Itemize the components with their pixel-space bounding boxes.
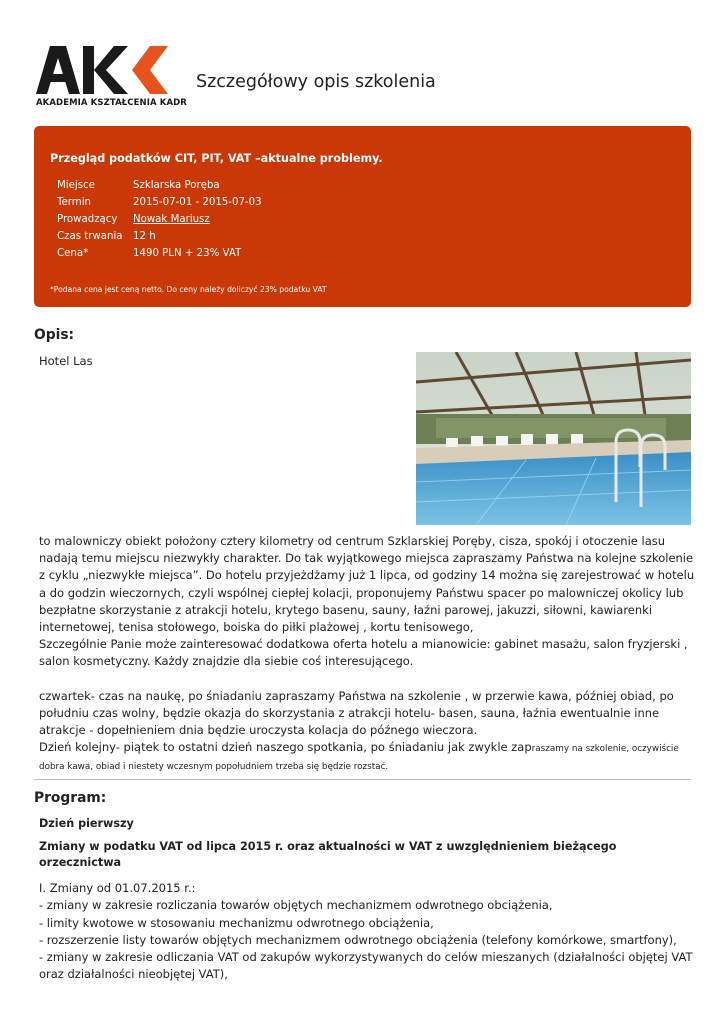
detail-row-miejsce <box>57 180 262 197</box>
description-line: z cyklu „niezwykłe miejsca”. Do hotelu przyjeżdżamy już 1 lipca, od godziny 14 można się zarejestrować w hotelu <box>39 568 695 583</box>
hotel-name: Hotel Las <box>39 354 93 368</box>
program-item: - zmiany w zakresie rozliczania towarów objętych mechanizmem odwrotnego obciążenia, <box>39 898 553 913</box>
detail-row-cena <box>57 248 262 265</box>
detail-value: 12 h <box>133 231 156 242</box>
program-item: - limity kwotowe w stosowaniu mechanizmu odwrotnego obciążenia, <box>39 915 434 930</box>
detail-value <box>133 214 262 231</box>
logo-subtitle: AKADEMIA KSZTAŁCENIA KADR <box>36 98 187 108</box>
description-line: bezpłatne skorzystanie z atrakcji hotelu, krytego basenu, sauny, łaźni parowej, jakuzzi, siłowni, kawiarenki <box>39 602 653 617</box>
description-line-small: raszamy na szkolenie, oczywiście <box>531 744 679 755</box>
description-line: atrakcje - dopełnieniem dnia będzie uroczysta kolacja do późnego wieczora. <box>39 723 478 738</box>
program-item: I. Zmiany od 01.07.2015 r.: <box>39 881 196 895</box>
page-title: Szczegółowy opis szkolenia <box>196 72 436 92</box>
detail-label: Miejsce <box>57 180 95 191</box>
program-topic: Zmiany w podatku VAT od lipca 2015 r. oraz aktualności w VAT z uwzględnieniem bieżącego orzecznictwa <box>39 840 617 869</box>
blank-line <box>39 671 695 688</box>
description-line: internetowej, tenisa stołowego, boiska do piłki plażowej , kortu tenisowego, <box>39 620 474 635</box>
description-line: Szczególnie Panie może zainteresować dodatkowa oferta hotelu a mianowicie: gabinet masażu, salon fryzjerski , <box>39 637 688 652</box>
course-details <box>57 180 262 265</box>
detail-row-prowadzacy <box>57 214 262 231</box>
description-line <box>39 739 695 758</box>
price-note: *Podana cena jest ceną netto. Do ceny należy doliczyć 23% podatku VAT <box>50 285 327 294</box>
section-divider <box>34 779 691 780</box>
description-line: salon kosmetyczny. Każdy znajdzie dla siebie coś interesującego. <box>39 654 414 669</box>
description-line: nadają temu miejscu niezwykły charakter. Do tak wyjątkowego miejsca zapraszamy Państwa na kolejne szkolenie <box>39 551 694 566</box>
detail-value: 1490 PLN + 23% VAT <box>133 248 242 259</box>
hotel-pool-photo <box>416 352 691 525</box>
detail-label: Prowadzący <box>57 214 118 225</box>
header <box>36 42 696 114</box>
description-line: południu czas wolny, będzie okazja do skorzystania z atrakcji hotelu- basen, sauna, łaźnia ewentualnie inne <box>39 706 660 721</box>
section-heading-program: Program: <box>34 790 107 806</box>
section-heading-opis: Opis: <box>34 327 75 343</box>
detail-value: Szklarska Poręba <box>133 180 220 191</box>
description-line: a do godzin wieczornych, czyli wspólnej ciepłej kolacji, proponujemy Państwu spacer po malowniczej okolicy lub <box>39 585 684 600</box>
detail-label: Czas trwania <box>57 231 123 242</box>
program-day: Dzień pierwszy <box>39 817 134 830</box>
program-item: oraz działalności nieobjętej VAT), <box>39 967 228 982</box>
course-info-box <box>34 126 691 307</box>
program-items <box>39 880 699 984</box>
description-line: czwartek- czas na naukę, po śniadaniu zapraszamy Państwa na szkolenie , w przerwie kawa, później obiad, po <box>39 688 674 703</box>
course-title: Przegląd podatków CIT, PIT, VAT –aktualne problemy. <box>50 152 383 165</box>
trainer-link[interactable]: Nowak Mariusz <box>133 214 210 225</box>
detail-row-czas <box>57 231 262 248</box>
program-item: - rozszerzenie listy towarów objętych mechanizmem odwrotnego obciążenia (telefony komórkowe, smartfony), <box>39 932 677 947</box>
description-line: to malowniczy obiekt położony cztery kilometry od centrum Szklarskiej Poręby, cisza, spokój i otoczenie lasu <box>39 534 666 548</box>
description-line-tail: dobra kawa, obiad i niestety wczesnym popołudniem trzeba się będzie rozstać. <box>39 761 389 772</box>
description-text <box>39 533 695 776</box>
detail-row-termin <box>57 197 262 214</box>
detail-label: Cena* <box>57 248 89 259</box>
description-line-main: Dzień kolejny- piątek to ostatni dzień naszego spotkania, po śniadaniu jak zwykle zap <box>39 740 532 755</box>
detail-value: 2015-07-01 - 2015-07-03 <box>133 197 262 208</box>
detail-label: Termin <box>57 197 91 208</box>
program-item: - zmiany w zakresie odliczania VAT od zakupów wykorzystywanych do celów mieszanych (działalności objętej VAT <box>39 950 693 965</box>
